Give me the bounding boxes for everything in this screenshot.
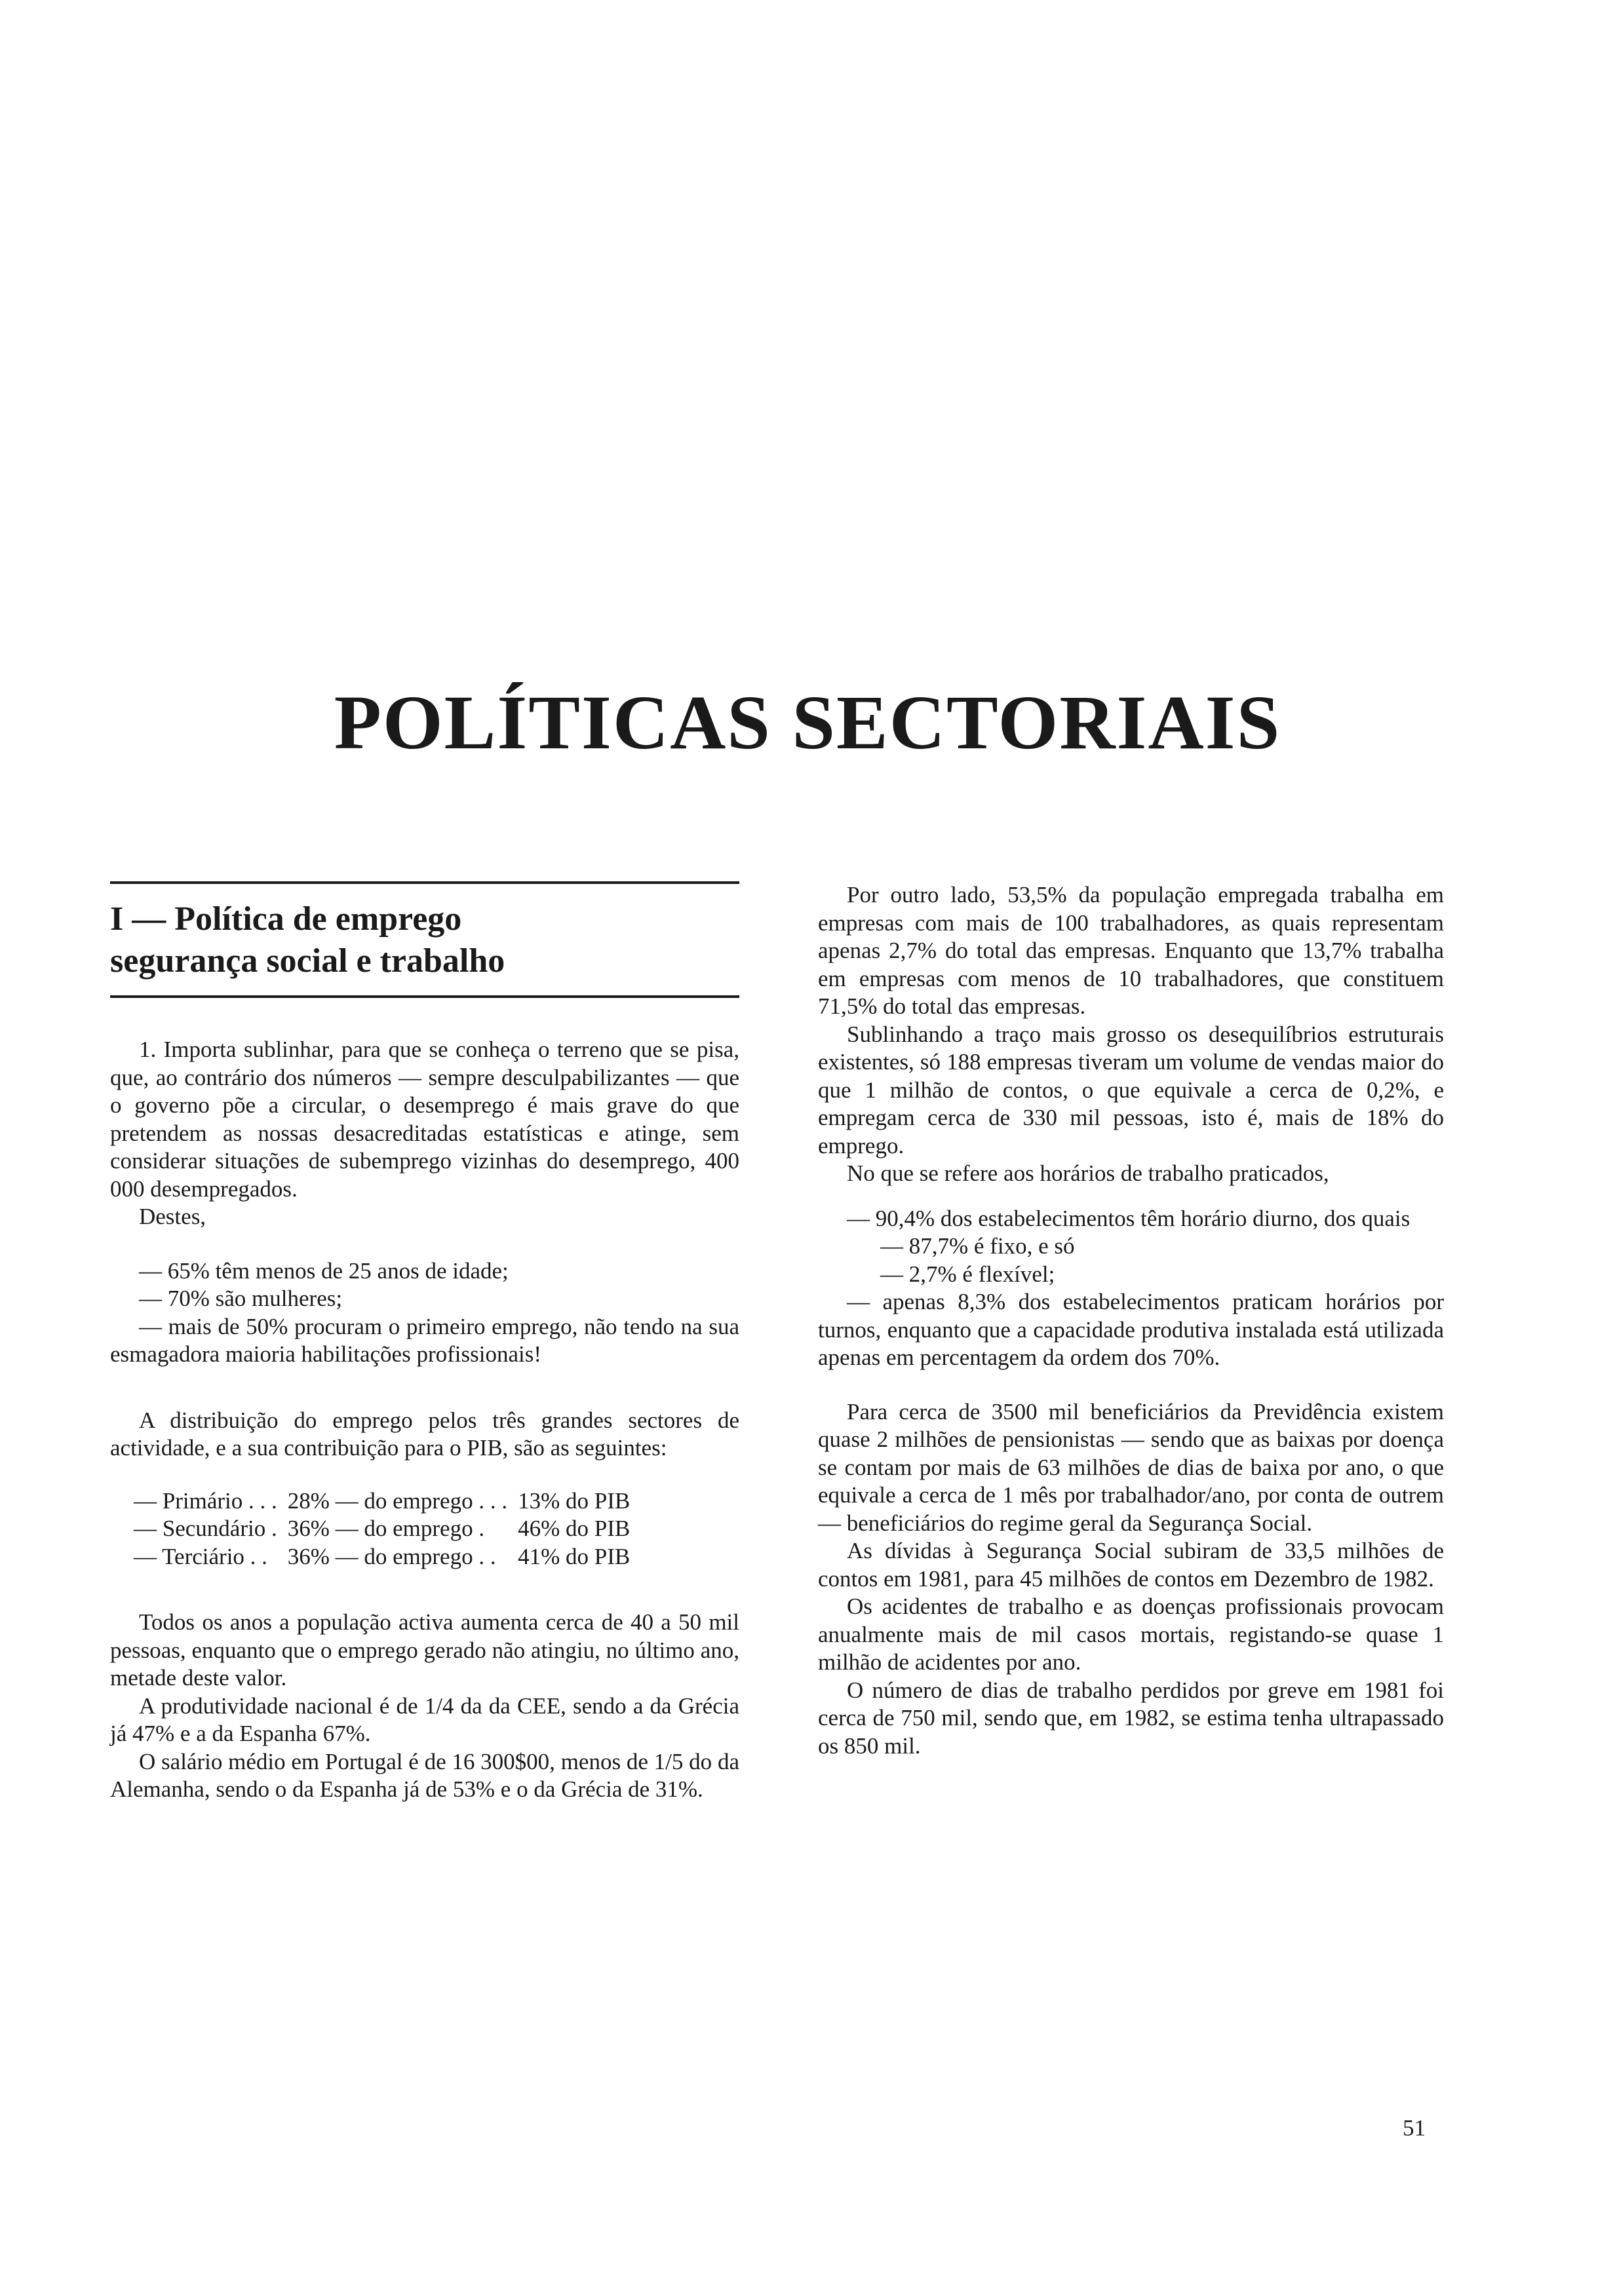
paragraph-social-security: Para cerca de 3500 mil beneficiários da Previdência existem quase 2 milhões de pensionistas — sendo que as baixas por doença se contam por mais de 63 milhões de dias de baixa por ano, o que equivale a cerca de 1 mês por trabalhador/ano, por conta de outrem — beneficiários do regime geral da Segurança Social. [818,1398,1444,1536]
paragraph-strikes: O número de dias de trabalho perdidos por greve em 1981 foi cerca de 750 mil, sendo que, em 1982, se estima tenha ultrapassado os 850 mil. [818,1677,1444,1759]
paragraph-labour-force: Todos os anos a população activa aumenta cerca de 40 a 50 mil pessoas, enquanto que o emprego gerado não atingiu, no último ano, metade deste valor. [110,1609,739,1691]
paragraph-working-hours: No que se refere aos horários de trabalho praticados, [847,1160,1329,1186]
list-item: — 2,7% é flexível; [880,1261,1055,1287]
paragraph-productivity: A produtividade nacional é de 1/4 da da CEE, sendo a da Grécia já 47% e a da Espanha 67%. [110,1693,739,1746]
section-heading-line-2: segurança social e trabalho [110,942,505,980]
sector-name: — Secundário . [134,1516,277,1541]
sector-table [134,1487,640,1571]
paragraph-company-size: Por outro lado, 53,5% da população empregada trabalha em empresas com mais de 100 trabalhadores, as quais representam apenas 2,7% do total das empresas. Enquanto que 13,7% trabalha em empresas com menos de 10 trabalhadores, que constituem 71,5% do total das empresas. [818,882,1444,1019]
paragraph-salary: O salário médio em Portugal é de 16 300$00, menos de 1/5 do da Alemanha, sendo o da Espanha já de 53% e o da Grécia de 31%. [110,1748,739,1802]
paragraph-distribution: A distribuição do emprego pelos três grandes sectores de actividade, e a sua contribuição para o PIB, são as seguintes: [110,1407,739,1461]
working-hours-list [818,1205,1444,1372]
heading-bottom-rule [110,995,739,998]
right-column [818,881,1444,1760]
paragraph-debts: As dívidas à Segurança Social subiram de 33,5 milhões de contos em 1981, para 45 milhões de contos em Dezembro de 1982. [818,1538,1444,1592]
page-number: 51 [1403,2115,1426,2141]
heading-top-rule [110,881,739,884]
sector-gdp: 46% do PIB [518,1516,631,1541]
sector-employment: 36% — do emprego . . [287,1543,496,1569]
paragraph-accidents: Os acidentes de trabalho e as doenças profissionais provocam anualmente mais de mil casos mortais, registando-se quase 1 milhão de acidentes por ano. [818,1594,1444,1675]
table-row [134,1515,640,1543]
list-item: — 90,4% dos estabelecimentos têm horário diurno, dos quais [847,1205,1411,1231]
sector-employment: 28% — do emprego . . . [287,1487,508,1514]
paragraph-imbalances: Sublinhando a traço mais grosso os desequilíbrios estruturais existentes, só 188 empresas tiveram um volume de vendas maior do que 1 milhão de contos, o que equivale a cerca de 0,2%, e empregam cerca de 330 mil pessoas, isto é, mais de 18% do emprego. [818,1021,1444,1158]
page-title: POLÍTICAS SECTORIAIS [334,679,1281,765]
list-item: — apenas 8,3% dos estabelecimentos praticam horários por turnos, enquanto que a capacidade produtiva instalada está utilizada apenas em percentagem da ordem dos 70%. [818,1289,1444,1370]
left-column [110,881,739,1804]
list-item: — mais de 50% procuram o primeiro emprego, não tendo na sua esmagadora maioria habilitações profissionais! [110,1313,739,1367]
paragraph-intro: 1. Importa sublinhar, para que se conheça o terreno que se pisa, que, ao contrário dos números — sempre desculpabilizantes — que o governo põe a circular, o desemprego é mais grave do que pretendem as nossas desacreditadas estatísticas e atinge, sem considerar situações de subemprego vizinhas do desemprego, 400 000 desempregados. [110,1037,739,1202]
list-item: — 70% são mulheres; [139,1286,343,1311]
sector-employment: 36% — do emprego . [287,1516,485,1541]
section-heading [110,898,739,982]
list-item: — 87,7% é fixo, e só [880,1233,1075,1259]
list-item: — 65% têm menos de 25 anos de idade; [139,1257,509,1284]
sector-gdp: 41% do PIB [518,1543,631,1569]
unemployment-list [110,1257,739,1369]
sector-name: — Primário . . . [134,1487,277,1514]
table-row [134,1487,640,1516]
section-heading-line-1: I — Política de emprego [110,900,462,938]
sector-gdp: 13% do PIB [518,1487,631,1514]
sector-name: — Terciário . . [134,1543,267,1569]
table-row [134,1543,640,1571]
paragraph-destes: Destes, [139,1204,206,1229]
